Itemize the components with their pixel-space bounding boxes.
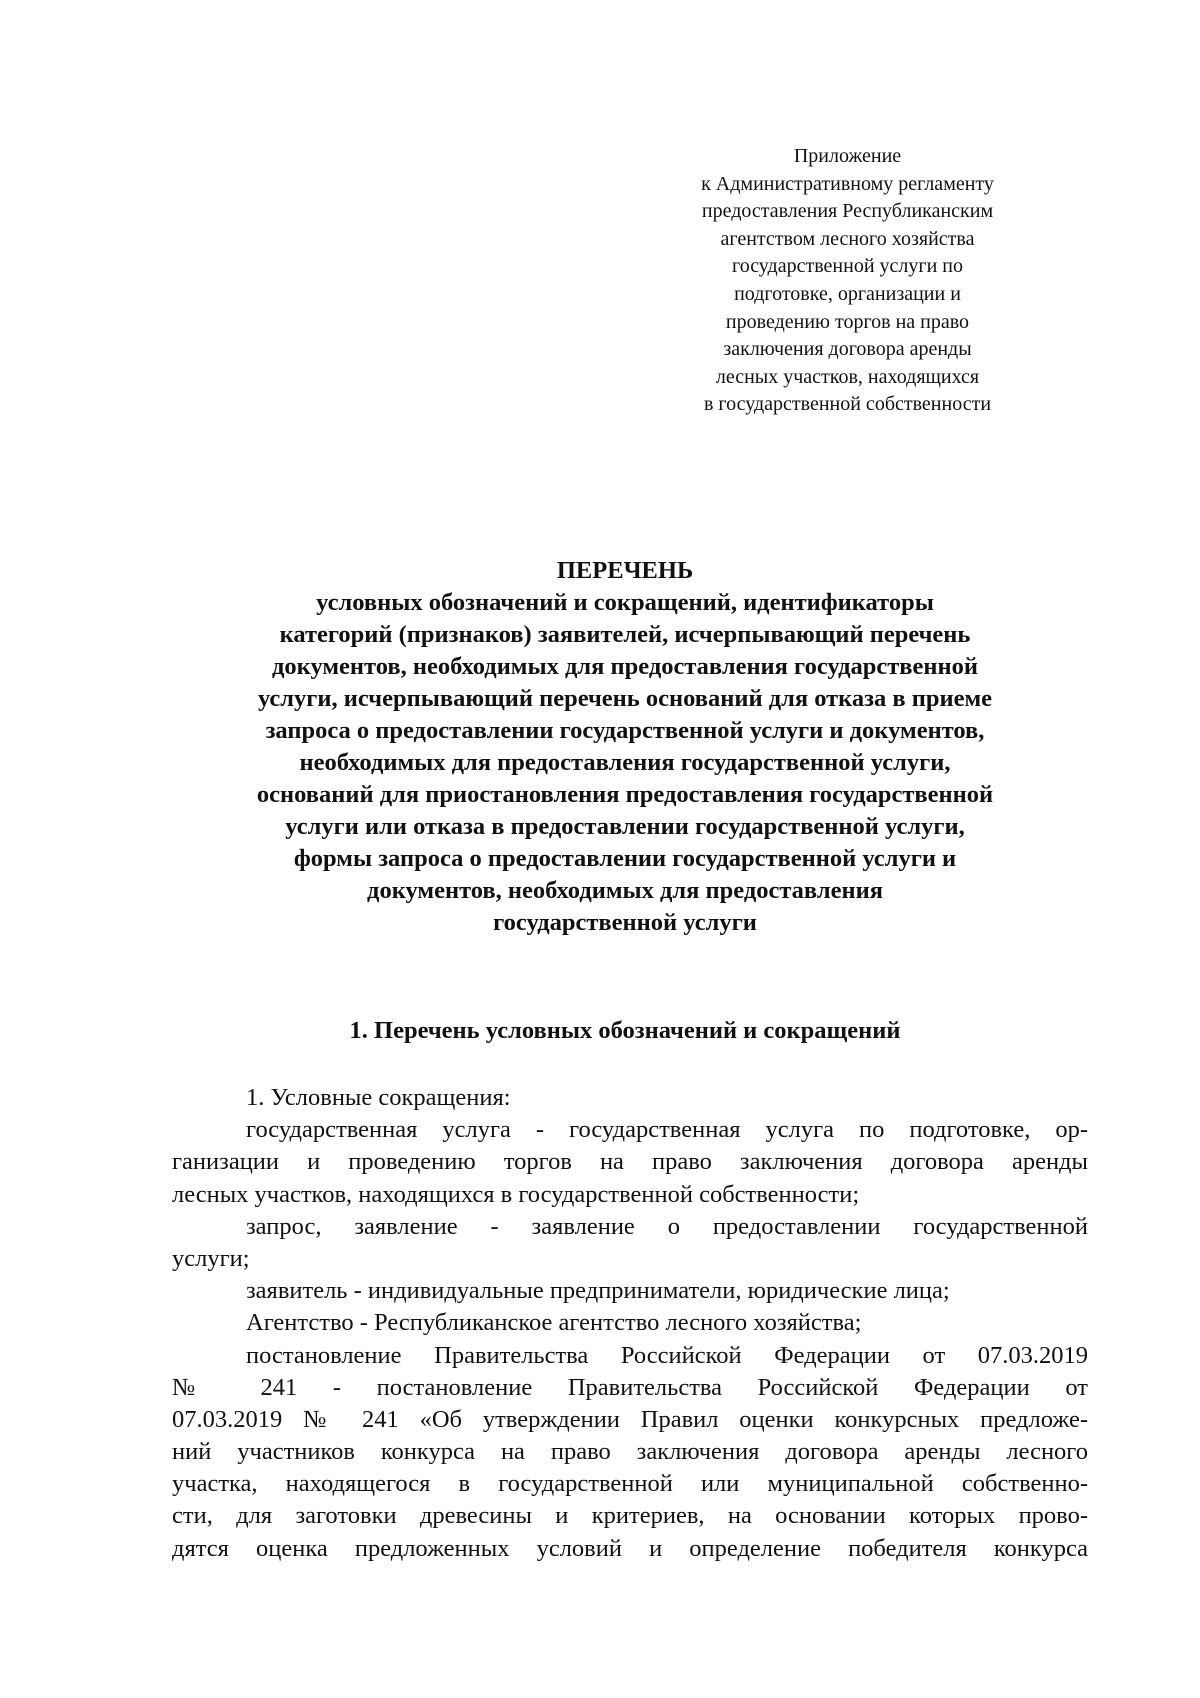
body-line: Агентство - Республиканское агентство лесного хозяйства; — [246, 1309, 862, 1337]
appendix-line: к Административному регламенту — [701, 172, 994, 195]
title-line: условных обозначений и сокращений, идентификаторы — [316, 589, 934, 616]
section-heading: 1. Перечень условных обозначений и сокращений — [349, 1017, 901, 1044]
document-title — [160, 555, 1090, 939]
appendix-line: в государственной собственности — [703, 393, 992, 416]
appendix-line: государственной услуги по — [731, 255, 963, 278]
title-line: услуги или отказа в предоставлении государственной услуги, — [285, 813, 965, 840]
title-line: необходимых для предоставления государственной услуги, — [299, 749, 951, 776]
body-line: дятся оценка предложенных условий и определение победителя конкурса — [172, 1534, 1088, 1562]
title-line: категорий (признаков) заявителей, исчерпывающий перечень — [279, 621, 971, 648]
body-line: ний участников конкурса на право заключения договора аренды лесного — [172, 1438, 1088, 1466]
body-line: ганизации и проведению торгов на право заключения договора аренды — [172, 1148, 1088, 1176]
body-line: услуги; — [172, 1244, 250, 1272]
body-line: № 241 - постановление Правительства Российской Федерации от — [172, 1373, 1088, 1401]
body-line: сти, для заготовки древесины и критериев, на основании которых прово- — [172, 1502, 1088, 1530]
title-line: ПЕРЕЧЕНЬ — [556, 557, 694, 584]
title-line: запроса о предоставлении государственной услуги и документов, — [265, 717, 985, 744]
body-line: участка, находящегося в государственной или муниципальной собственно- — [172, 1470, 1088, 1498]
body-line: 07.03.2019 № 241 «Об утверждении Правил оценки конкурсных предложе- — [172, 1405, 1088, 1433]
body-line: 1. Условные сокращения: — [246, 1084, 511, 1111]
body-line: государственная услуга - государственная услуга по подготовке, ор- — [246, 1116, 1088, 1144]
body-line: запрос, заявление - заявление о предоставлении государственной — [246, 1212, 1088, 1240]
appendix-line: предоставления Республиканским — [701, 200, 994, 223]
title-line: государственной услуги — [493, 909, 757, 936]
appendix-block — [690, 143, 1005, 419]
title-line: оснований для приостановления предоставления государственной — [256, 781, 994, 808]
appendix-line: агентством лесного хозяйства — [720, 227, 975, 250]
title-line: документов, необходимых для предоставления государственной — [272, 653, 978, 680]
appendix-line: Приложение — [793, 145, 902, 167]
title-line: услуги, исчерпывающий перечень оснований для отказа в приеме — [257, 685, 993, 712]
title-line: формы запроса о предоставлении государственной услуги и — [293, 845, 957, 872]
body-line: заявитель - индивидуальные предприниматели, юридические лица; — [246, 1277, 950, 1305]
appendix-line: подготовке, организации и — [734, 282, 961, 305]
appendix-line: проведению торгов на право — [725, 310, 970, 333]
appendix-line: лесных участков, находящихся — [715, 365, 980, 388]
body-line: постановление Правительства Российской Федерации от 07.03.2019 — [246, 1341, 1088, 1369]
section-body — [172, 1082, 1088, 1565]
appendix-line: заключения договора аренды — [723, 338, 972, 361]
body-line: лесных участков, находящихся в государственной собственности; — [172, 1180, 860, 1208]
title-line: документов, необходимых для предоставления — [367, 877, 883, 904]
